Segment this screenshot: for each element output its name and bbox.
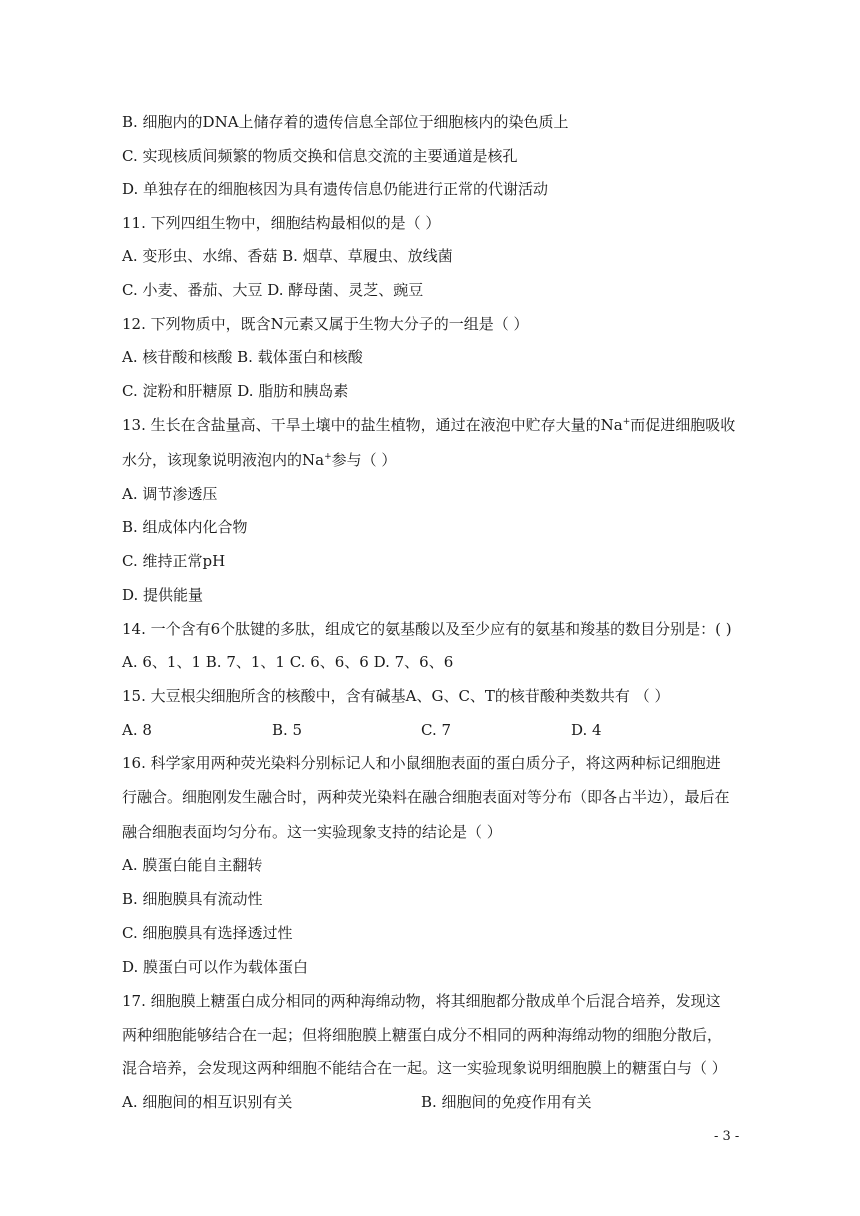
- q15-options: [122, 720, 742, 740]
- q13-stem-text-end: 而促进细胞吸收: [630, 416, 736, 434]
- q10-option-c: C. 实现核质间频繁的物质交换和信息交流的主要通道是核孔: [122, 147, 518, 165]
- q16-option-a: A. 膜蛋白能自主翻转: [122, 856, 263, 874]
- q12-options-ab: A. 核苷酸和核酸 B. 载体蛋白和核酸: [122, 348, 363, 366]
- q12-options-cd: C. 淀粉和肝糖原 D. 脂肪和胰岛素: [122, 382, 349, 400]
- q16-option-c: C. 细胞膜具有选择透过性: [122, 924, 293, 942]
- q16-option-d: D. 膜蛋白可以作为载体蛋白: [122, 958, 309, 976]
- superscript-plus: +: [622, 417, 631, 427]
- q10-option-d: D. 单独存在的细胞核因为具有遗传信息仍能进行正常的代谢活动: [122, 180, 549, 198]
- q13-option-c: C. 维持正常pH: [122, 552, 226, 570]
- q15-option-a: A. 8: [122, 721, 152, 739]
- q13-line2-end: 参与（ ）: [331, 451, 397, 469]
- q16-stem-line1: 16. 科学家用两种荧光染料分别标记人和小鼠细胞表面的蛋白质分子，将这两种标记细胞进: [122, 754, 721, 772]
- q16-option-b: B. 细胞膜具有流动性: [122, 890, 263, 908]
- q14-stem: 14. 一个含有6个肽键的多肽，组成它的氨基酸以及至少应有的氨基和羧基的数目分别是：( ): [122, 620, 732, 638]
- q15-option-c: C. 7: [421, 721, 452, 739]
- q11-options-ab: A. 变形虫、水绵、香菇 B. 烟草、草履虫、放线菌: [122, 247, 453, 265]
- q17-stem-line2: 两种细胞能够结合在一起；但将细胞膜上糖蛋白成分不相同的两种海绵动物的细胞分散后，: [122, 1026, 723, 1044]
- q13-stem-line2: [122, 450, 396, 470]
- q17-stem-line3: 混合培养，会发现这两种细胞不能结合在一起。这一实验现象说明细胞膜上的糖蛋白与（ ）: [122, 1059, 727, 1077]
- superscript-plus: +: [324, 452, 332, 462]
- q17-options: [122, 1092, 742, 1112]
- q13-option-d: D. 提供能量: [122, 586, 204, 604]
- q17-option-b: B. 细胞间的免疫作用有关: [421, 1093, 592, 1111]
- q10-option-b: B. 细胞内的DNA上储存着的遗传信息全部位于细胞核内的染色质上: [122, 113, 569, 131]
- q13-option-b: B. 组成体内化合物: [122, 518, 248, 536]
- q14-options: A. 6、1、1 B. 7、1、1 C. 6、6、6 D. 7、6、6: [122, 653, 454, 671]
- q13-stem-line1: [122, 415, 735, 435]
- q17-stem-line1: 17. 细胞膜上糖蛋白成分相同的两种海绵动物，将其细胞都分散成单个后混合培养，发现这: [122, 992, 721, 1010]
- q17-option-a: A. 细胞间的相互识别有关: [122, 1093, 293, 1111]
- q12-stem: 12. 下列物质中，既含N元素又属于生物大分子的一组是（ ）: [122, 315, 529, 333]
- q11-options-cd: C. 小麦、番茄、大豆 D. 酵母菌、灵芝、豌豆: [122, 281, 424, 299]
- q13-option-a: A. 调节渗透压: [122, 485, 218, 503]
- q16-stem-line3: 融合细胞表面均匀分布。这一实验现象支持的结论是（ ）: [122, 823, 502, 841]
- page-number: - 3 -: [714, 1129, 740, 1144]
- q15-option-b: B. 5: [272, 721, 303, 739]
- q15-option-d: D. 4: [571, 721, 602, 739]
- q15-stem: 15. 大豆根尖细胞所含的核酸中，含有碱基A、G、C、T的核苷酸种类数共有 （ ）: [122, 687, 670, 705]
- q13-stem-text: 13. 生长在含盐量高、干旱土壤中的盐生植物，通过在液泡中贮存大量的Na: [122, 416, 623, 434]
- q13-line2-text: 水分，该现象说明液泡内的Na: [122, 451, 325, 469]
- q11-stem: 11. 下列四组生物中，细胞结构最相似的是（ ）: [122, 214, 441, 232]
- q16-stem-line2: 行融合。细胞刚发生融合时，两种荧光染料在融合细胞表面对等分布（即各占半边），最后在: [122, 788, 730, 806]
